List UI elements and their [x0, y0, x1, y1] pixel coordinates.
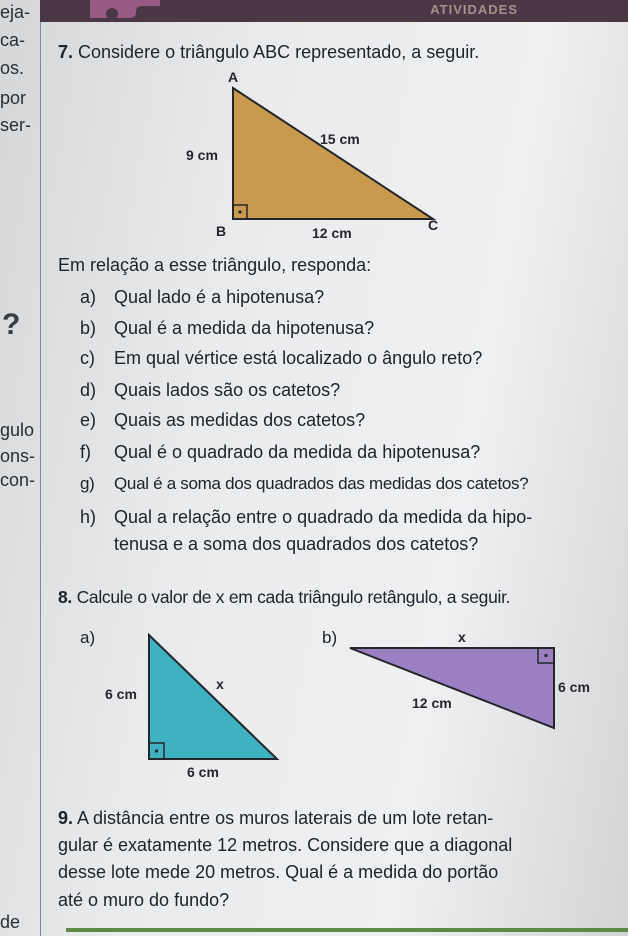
figure-b-label: b): [322, 628, 338, 647]
triangle-a-figure: [95, 625, 285, 785]
question-number: 9.: [58, 808, 74, 828]
list-item: b) Qual é a medida da hipotenusa?: [80, 318, 375, 338]
vertex-c-label: C: [428, 217, 439, 233]
triangle-b-top-label: x: [458, 629, 466, 645]
triangle-b-right-label: 6 cm: [558, 679, 590, 695]
question-9-line: gular é exatamente 12 metros. Considere que a diagonal: [58, 835, 513, 855]
list-item: c) Em qual vértice está localizado o ângulo reto?: [80, 348, 483, 368]
footer-divider: [66, 928, 628, 932]
triangle-b-hyp-label: 12 cm: [412, 695, 452, 711]
question-number: 7.: [58, 42, 74, 62]
margin-fragment: ?: [2, 308, 21, 341]
margin-fragment: ons-: [0, 446, 36, 466]
triangle-b: [350, 648, 554, 728]
right-angle-dot: [238, 210, 241, 213]
list-item: g) Qual é a soma dos quadrados das medidas dos catetos?: [80, 474, 529, 493]
margin-fragment: ser-: [0, 115, 31, 135]
figure-a-label: a): [80, 628, 96, 647]
triangle-a: [149, 635, 277, 759]
list-item: f) Qual é o quadrado da medida da hipotenusa?: [80, 442, 481, 462]
side-ab-label: 9 cm: [186, 147, 218, 163]
list-item: d) Quais lados são os catetos?: [80, 380, 341, 400]
margin-fragment: eja-: [0, 2, 31, 22]
vertex-b-label: B: [216, 223, 227, 239]
triangle-a-left-label: 6 cm: [105, 686, 137, 702]
triangle-b-figure: [340, 624, 610, 734]
question-9-line: até o muro do fundo?: [58, 890, 230, 910]
margin-fragment: con-: [0, 470, 36, 490]
question-7-prompt: Em relação a esse triângulo, responda:: [58, 255, 372, 275]
margin-fragment: os.: [0, 58, 25, 78]
header-bar: [40, 0, 628, 22]
question-7-statement: [58, 42, 479, 63]
header-title: ATIVIDADES: [430, 2, 518, 17]
side-bc-label: 12 cm: [312, 225, 352, 241]
question-9-line: 9. A distância entre os muros laterais de um lote retan-: [58, 808, 494, 828]
right-angle-dot: [155, 749, 158, 752]
list-item-continuation: tenusa e a soma dos quadrados dos catetos?: [114, 534, 479, 554]
margin-fragment: gulo: [0, 420, 35, 440]
question-number: 8.: [58, 587, 72, 607]
margin-fragment: ca-: [0, 30, 26, 50]
margin-fragment: por: [0, 88, 27, 108]
right-angle-dot: [544, 654, 547, 657]
triangle-abc-figure: [180, 68, 450, 248]
question-text: Calcule o valor de x em cada triângulo retângulo, a seguir.: [76, 587, 511, 607]
question-text: Considere o triângulo ABC representado, a seguir.: [78, 42, 480, 62]
triangle-a-hyp-label: x: [216, 676, 224, 692]
side-ac-label: 15 cm: [320, 131, 360, 147]
list-item: a) Qual lado é a hipotenusa?: [80, 287, 325, 307]
margin-fragment: de: [0, 912, 21, 932]
triangle-a-bottom-label: 6 cm: [187, 764, 219, 780]
puzzle-icon: [90, 0, 160, 20]
list-item: h) Qual a relação entre o quadrado da medida da hipo-: [80, 507, 533, 527]
question-9-line: desse lote mede 20 metros. Qual é a medida do portão: [58, 862, 499, 882]
margin-divider: [40, 22, 41, 936]
vertex-a-label: A: [228, 69, 239, 85]
question-8-statement: [58, 587, 510, 608]
list-item: e) Quais as medidas dos catetos?: [80, 410, 366, 430]
triangle-abc: [233, 88, 433, 219]
